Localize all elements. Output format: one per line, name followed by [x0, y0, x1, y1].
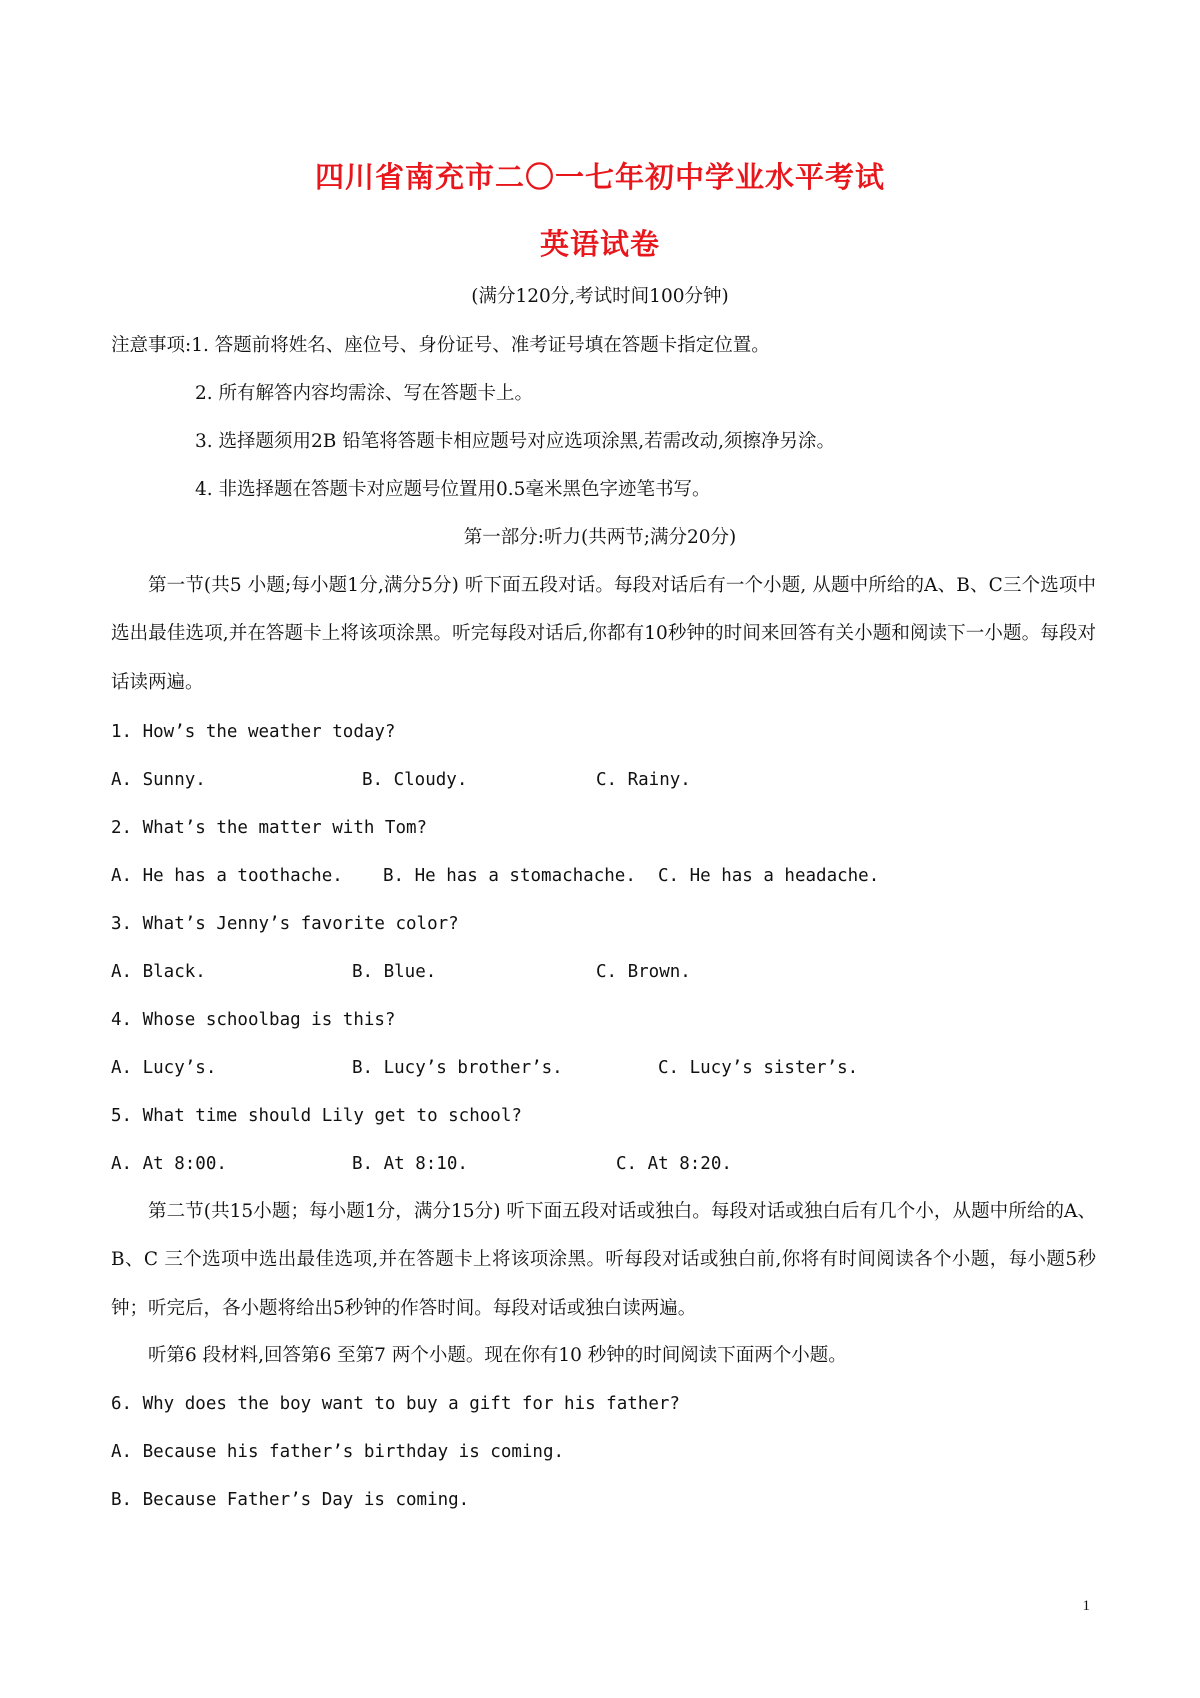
question-1: 1. How’s the weather today? — [111, 722, 396, 742]
section2-instructions: 第二节(共15小题；每小题1分，满分15分) 听下面五段对话或独白。每段对话或独白后有几个小，从题中所给的A、B、C 三个选项中选出最佳选项,并在答题卡上将该项涂黑。听每段对话或独白前,你将有时间阅读各个小题，每小题5秒钟；听完后，各小题将给出5秒钟的作答时间。每段对话或独白读两遍。 — [111, 1201, 1096, 1319]
q2-option-b: B. He has a stomachache. — [383, 866, 636, 886]
q1-option-b: B. Cloudy. — [362, 770, 468, 790]
score-info: (满分120分,考试时间100分钟) — [471, 286, 729, 307]
question-4: 4. Whose schoolbag is this? — [111, 1010, 396, 1030]
q5-option-c: C. At 8:20. — [616, 1154, 732, 1174]
q6-option-a: A. Because his father’s birthday is coming. — [111, 1442, 565, 1462]
q3-option-a: A. Black. — [111, 962, 206, 982]
note-3: 3. 选择题须用2B 铅笔将答题卡相应题号对应选项涂黑,若需改动,须擦净另涂。 — [195, 431, 836, 452]
q1-option-c: C. Rainy. — [596, 770, 691, 790]
question-6: 6. Why does the boy want to buy a gift for his father? — [111, 1394, 680, 1414]
q3-option-c: C. Brown. — [596, 962, 691, 982]
q2-option-a: A. He has a toothache. — [111, 866, 343, 886]
question-5: 5. What time should Lily get to school? — [111, 1106, 522, 1126]
page-number: 1 — [1082, 1598, 1090, 1614]
q4-option-a: A. Lucy’s. — [111, 1058, 217, 1078]
q3-option-b: B. Blue. — [352, 962, 437, 982]
part1-heading: 第一部分:听力(共两节;满分20分) — [463, 527, 737, 548]
material6-instructions: 听第6 段材料,回答第6 至第7 两个小题。现在你有10 秒钟的时间阅读下面两个小题。 — [148, 1345, 847, 1366]
q5-option-a: A. At 8:00. — [111, 1154, 227, 1174]
note-1: 注意事项:1. 答题前将姓名、座位号、身份证号、准考证号填在答题卡指定位置。 — [111, 335, 770, 356]
question-3: 3. What’s Jenny’s favorite color? — [111, 914, 459, 934]
note-4: 4. 非选择题在答题卡对应题号位置用0.5毫米黑色字迹笔书写。 — [195, 479, 711, 500]
exam-subtitle: 英语试卷 — [539, 227, 660, 261]
question-2: 2. What’s the matter with Tom? — [111, 818, 428, 838]
q1-option-a: A. Sunny. — [111, 770, 206, 790]
section1-instructions: 第一节(共5 小题;每小题1分,满分5分) 听下面五段对话。每段对话后有一个小题, 从题中所给的A、B、C三个选项中选出最佳选项,并在答题卡上将该项涂黑。听完每段对话后,你都有10秒钟的时间来回答有关小题和阅读下一小题。每段对话读两遍。 — [111, 575, 1096, 693]
q4-option-c: C. Lucy’s sister’s. — [658, 1058, 859, 1078]
note-2: 2. 所有解答内容均需涂、写在答题卡上。 — [195, 383, 534, 404]
q6-option-b: B. Because Father’s Day is coming. — [111, 1490, 470, 1510]
q5-option-b: B. At 8:10. — [352, 1154, 468, 1174]
exam-title: 四川省南充市二〇一七年初中学业水平考试 — [314, 160, 885, 194]
q2-option-c: C. He has a headache. — [658, 866, 880, 886]
q4-option-b: B. Lucy’s brother’s. — [352, 1058, 563, 1078]
